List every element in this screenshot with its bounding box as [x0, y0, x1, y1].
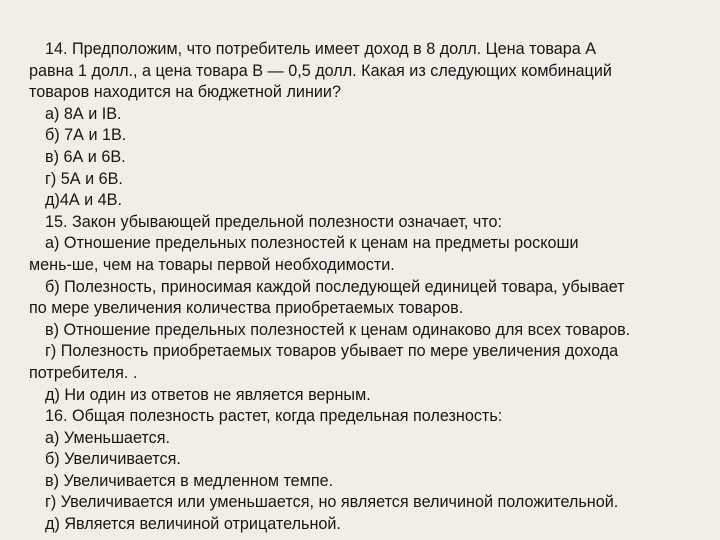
question-15-text: 15. Закон убывающей предельной полезности означает, что:: [45, 212, 503, 231]
question-14-line-1: 14. Предположим, что потребитель имеет доход в 8 долл. Цена товара А: [45, 40, 597, 58]
question-15-option-d-line-2: потребителя. .: [29, 363, 138, 382]
question-16-option-b: б) Увеличивается.: [45, 450, 181, 469]
question-15-option-c: в) Отношение предельных полезностей к ценам одинаково для всех товаров.: [45, 320, 631, 339]
question-14-option-a: а) 8А и IB.: [45, 104, 122, 123]
question-14-option-d: г) 5А и 6В.: [45, 169, 123, 188]
question-16-option-a: а) Уменьшается.: [45, 428, 170, 447]
question-14-option-c: в) 6А и 6В.: [45, 147, 126, 166]
question-15-option-d-line-1: г) Полезность приобретаемых товаров убывает по мере увеличения дохода: [45, 342, 619, 361]
question-16-option-d: г) Увеличивается или уменьшается, но является величиной положительной.: [45, 493, 619, 512]
question-14-line-2: равна 1 долл., а цена товара В — 0,5 долл. Какая из следующих комбинаций: [29, 61, 612, 80]
question-15-option-b-line-2: по мере увеличения количества приобретаемых товаров.: [29, 299, 464, 318]
question-16-option-e: д) Является величиной отрицательной.: [45, 515, 341, 534]
question-14-option-e: д)4А и 4В.: [45, 191, 122, 210]
question-14-line-3: товаров находится на бюджетной линии?: [29, 83, 341, 102]
document-text: [29, 39, 711, 536]
question-15-option-b-line-1: б) Полезность, приносимая каждой последующей единицей товара, убывает: [45, 277, 625, 296]
question-14-option-b: б) 7А и 1В.: [45, 126, 127, 145]
question-15-option-a-line-2: мень-ше, чем на товары первой необходимости.: [29, 255, 395, 274]
question-16-text: 16. Общая полезность растет, когда предельная полезность:: [45, 407, 503, 426]
question-16-option-c: в) Увеличивается в медленном темпе.: [45, 471, 334, 490]
question-15-option-e: д) Ни один из ответов не является верным.: [45, 385, 371, 404]
question-15-option-a-line-1: а) Отношение предельных полезностей к ценам на предметы роскоши: [45, 234, 579, 253]
